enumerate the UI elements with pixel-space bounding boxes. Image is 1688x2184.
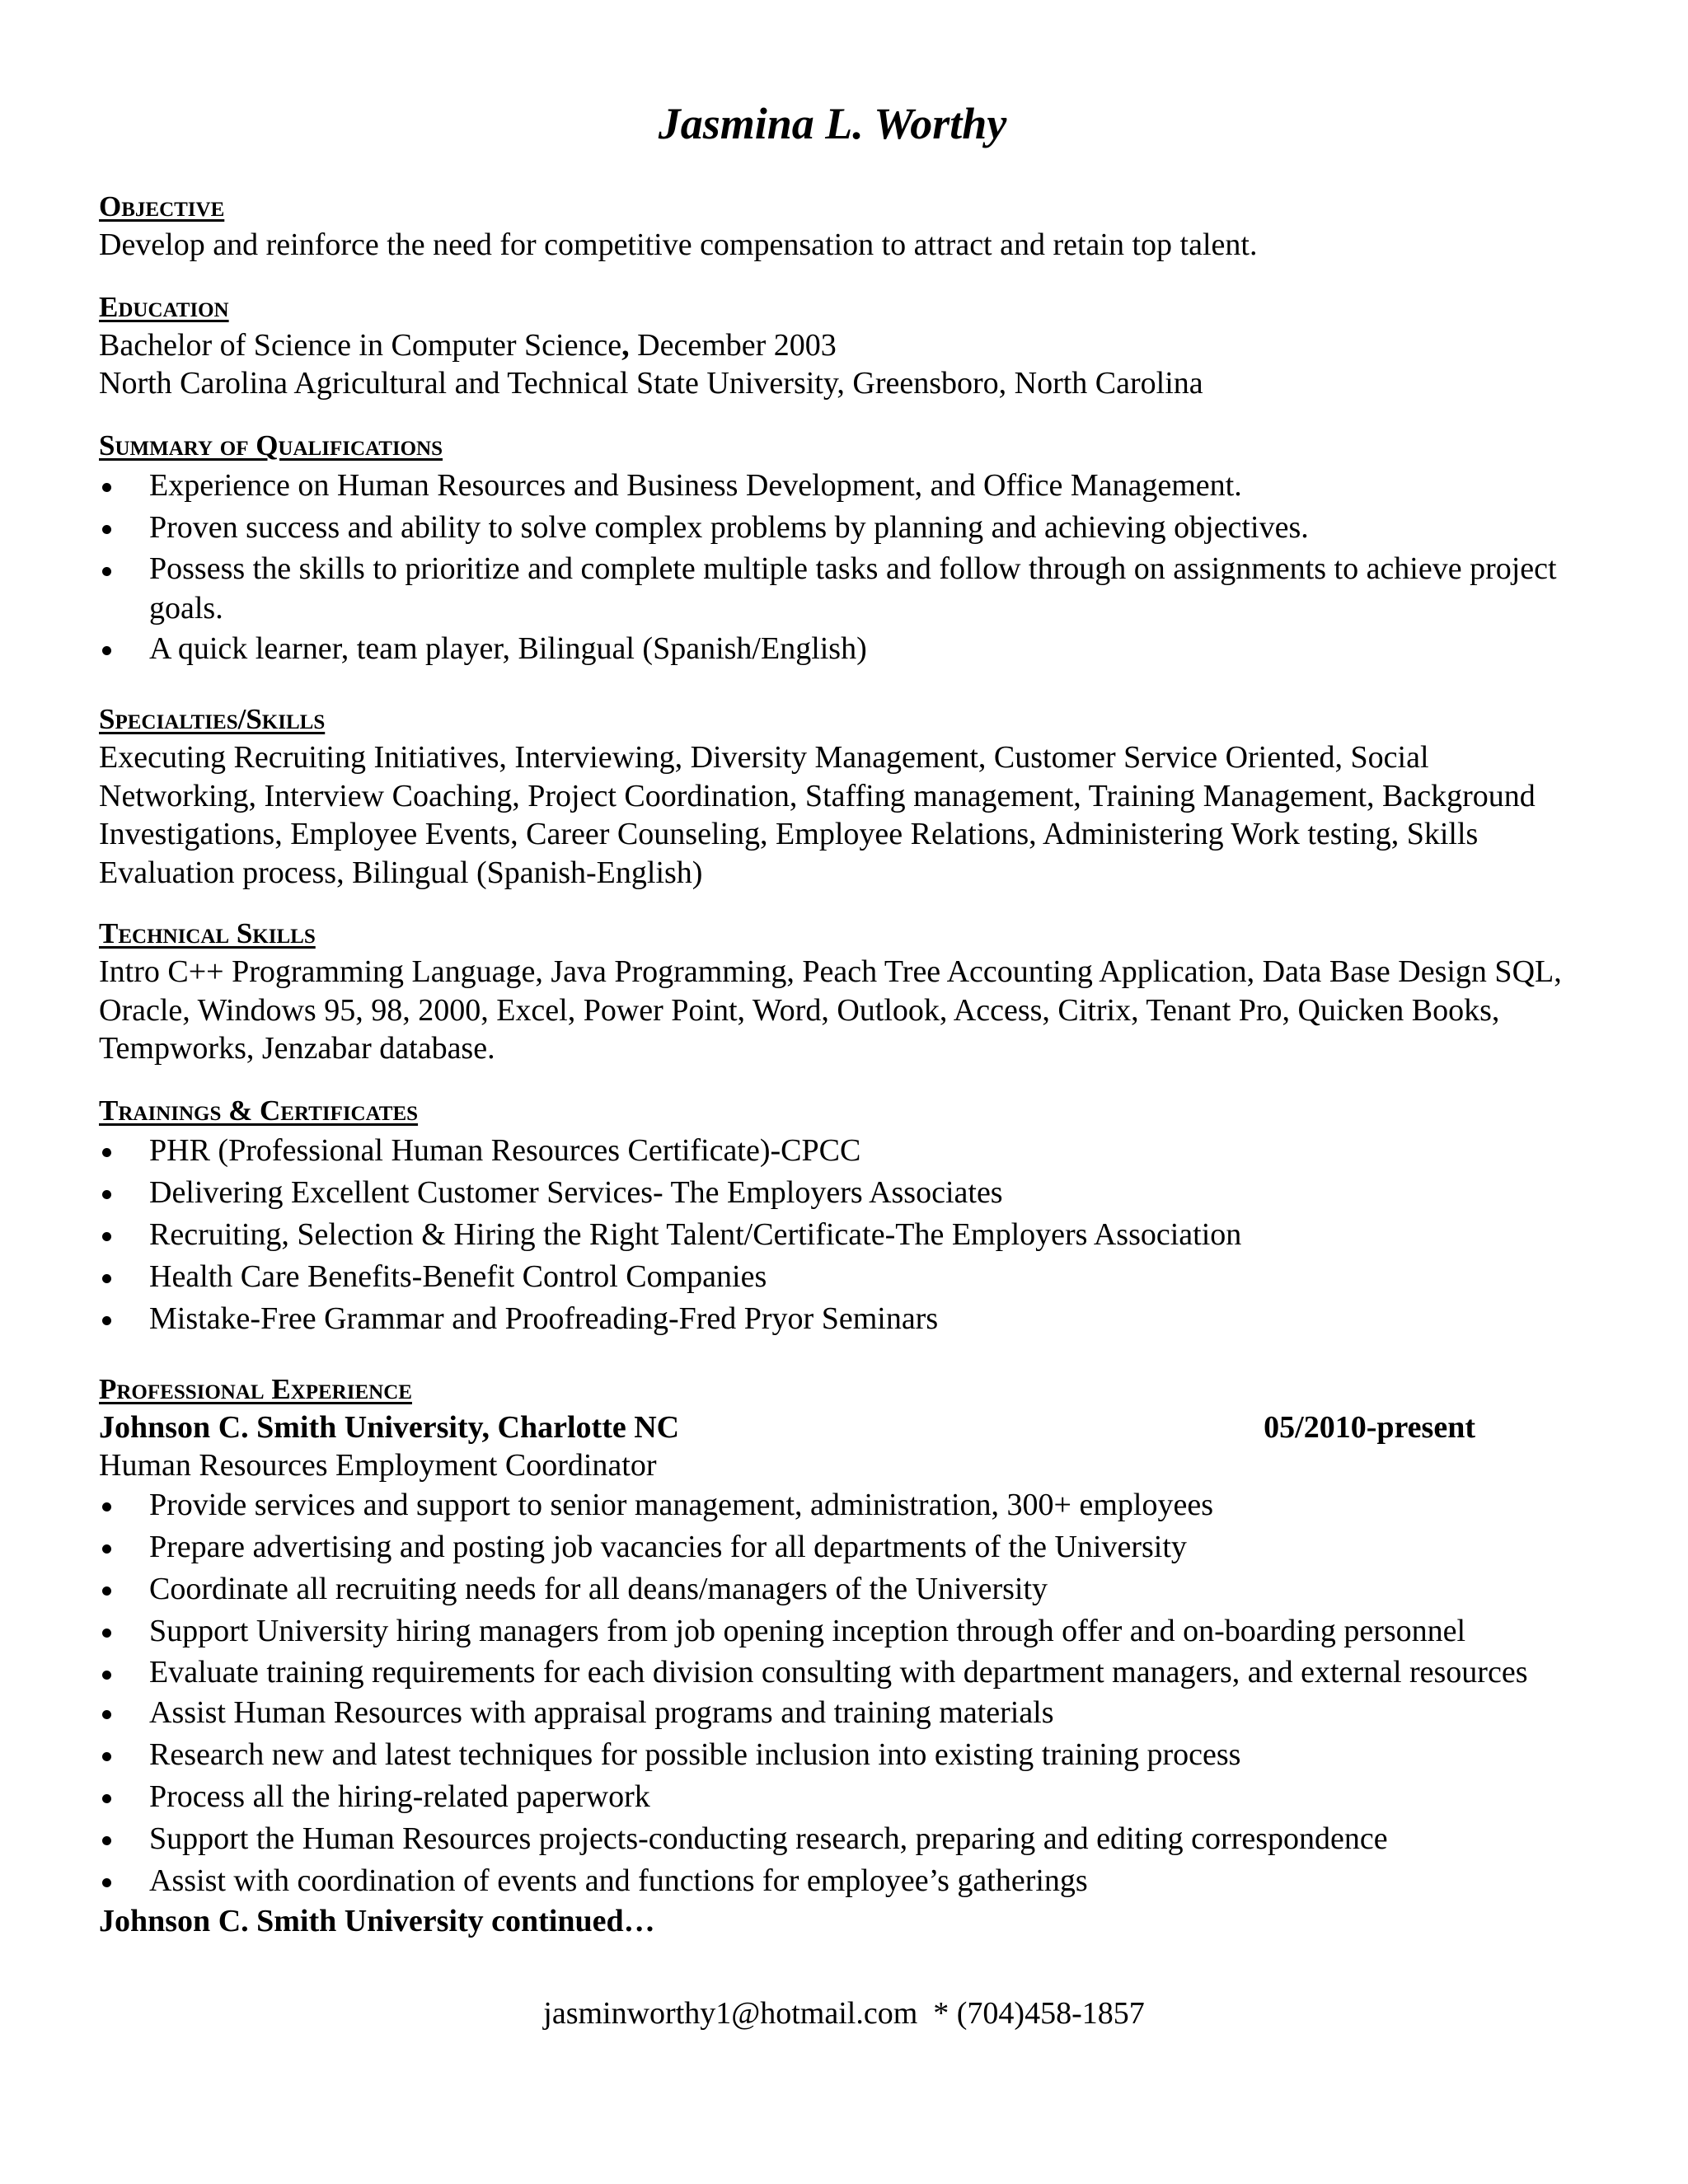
bullet-icon [102,1148,111,1157]
list-item: Provide services and support to senior management, administration, 300+ employees [99,1484,1566,1526]
objective-heading: Objective [99,190,225,223]
qualifications-heading: Summary of Qualifications [99,429,443,462]
education-section [99,288,1566,402]
list-item: Delivering Excellent Customer Services- The Employers Associates [99,1172,1566,1214]
footer-email: jasminworthy1@hotmail.com [543,1996,918,2031]
experience-section [99,1371,1566,1940]
bullet-icon [102,1190,111,1199]
trainings-heading: Trainings & Certificates [99,1094,419,1127]
technical-text: Intro C++ Programming Language, Java Programming, Peach Tree Accounting Application, Data Base Design SQL, Oracle, Windows 95, 98, 2000, Excel, Power Point, Word, Outlook, Access, Citrix, Tenant Pro, Quicken Books, Tempworks, Jenzabar database. [99,954,1562,1066]
education-heading: Education [99,291,229,323]
job-title: Human Resources Employment Coordinator [99,1448,657,1483]
education-school: North Carolina Agricultural and Technical State University, Greensboro, North Carolina [99,366,1203,401]
list-item: Evaluate training requirements for each division consulting with department managers, and external resources [99,1652,1566,1692]
bullet-icon [102,525,111,534]
trainings-list [99,1130,1566,1340]
bullet-icon [102,1586,111,1596]
bullet-icon [102,1671,111,1680]
objective-text: Develop and reinforce the need for competitive compensation to attract and retain top talent. [99,227,1258,262]
list-item: Recruiting, Selection & Hiring the Right Talent/Certificate-The Employers Association [99,1214,1566,1256]
bullet-icon [102,1544,111,1554]
list-item: Research new and latest techniques for possible inclusion into existing training process [99,1734,1566,1776]
bullet-icon [102,1274,111,1283]
bullet-icon [102,1316,111,1325]
list-item: Support University hiring managers from job opening inception through offer and on-boarding personnel [99,1610,1566,1652]
list-item: Health Care Benefits-Benefit Control Companies [99,1256,1566,1298]
technical-section [99,915,1566,1068]
experience-continued: Johnson C. Smith University continued… [99,1904,655,1938]
qualifications-section [99,427,1566,670]
qualifications-list [99,465,1566,670]
list-item: Assist Human Resources with appraisal programs and training materials [99,1692,1566,1734]
education-degree-separator: , [621,328,630,363]
bullet-icon [102,1232,111,1241]
technical-heading: Technical Skills [99,917,316,949]
objective-section [99,188,1566,264]
footer-phone: (704)458-1857 [956,1996,1145,2031]
bullet-icon [102,1752,111,1761]
bullet-icon [102,1878,111,1887]
footer-separator: * [917,1996,957,2031]
education-degree-line [99,326,1566,364]
bullet-icon [102,646,111,655]
list-item: Proven success and ability to solve complex problems by planning and achieving objectives. [99,507,1566,549]
bullet-icon [102,1794,111,1803]
education-date: December 2003 [629,328,837,363]
trainings-section [99,1092,1566,1340]
contact-footer [0,1994,1688,2032]
bullet-icon [102,1502,111,1511]
job-header [99,1408,1566,1446]
bullet-icon [102,1710,111,1719]
list-item: Prepare advertising and posting job vacancies for all departments of the University [99,1526,1566,1568]
bullet-icon [102,483,111,492]
list-item: A quick learner, team player, Bilingual (Spanish/English) [99,628,1566,670]
list-item: Coordinate all recruiting needs for all deans/managers of the University [99,1568,1566,1610]
list-item: Process all the hiring-related paperwork [99,1776,1566,1818]
education-degree: Bachelor of Science in Computer Science [99,328,622,363]
list-item: PHR (Professional Human Resources Certificate)-CPCC [99,1130,1566,1172]
bullet-icon [102,567,111,576]
list-item: Experience on Human Resources and Business Development, and Office Management. [99,465,1566,507]
list-item: Support the Human Resources projects-conducting research, preparing and editing correspondence [99,1818,1566,1860]
specialties-text: Executing Recruiting Initiatives, Interviewing, Diversity Management, Customer Service Oriented, Social Networking, Interview Coaching, Project Coordination, Staffing management, Training Management, Background Investigations, Employee Events, Career Counseling, Employee Relations, Administering Work testing, Skills Evaluation process, Bilingual (Spanish-English) [99,740,1536,890]
list-item: Possess the skills to prioritize and complete multiple tasks and follow through on assignments to achieve project goals. [99,549,1566,628]
specialties-heading: Specialties/Skills [99,703,326,735]
list-item: Mistake-Free Grammar and Proofreading-Fred Pryor Seminars [99,1298,1566,1340]
experience-heading: Professional Experience [99,1373,412,1405]
bullet-icon [102,1836,111,1845]
job-dates: 05/2010-present [1264,1410,1475,1445]
list-item: Assist with coordination of events and functions for employee’s gatherings [99,1860,1566,1902]
job-employer: Johnson C. Smith University, Charlotte NC [99,1410,680,1445]
specialties-section [99,701,1566,892]
resume-name: Jasmina L. Worthy [658,99,1007,148]
experience-list [99,1484,1566,1902]
bullet-icon [102,1629,111,1638]
